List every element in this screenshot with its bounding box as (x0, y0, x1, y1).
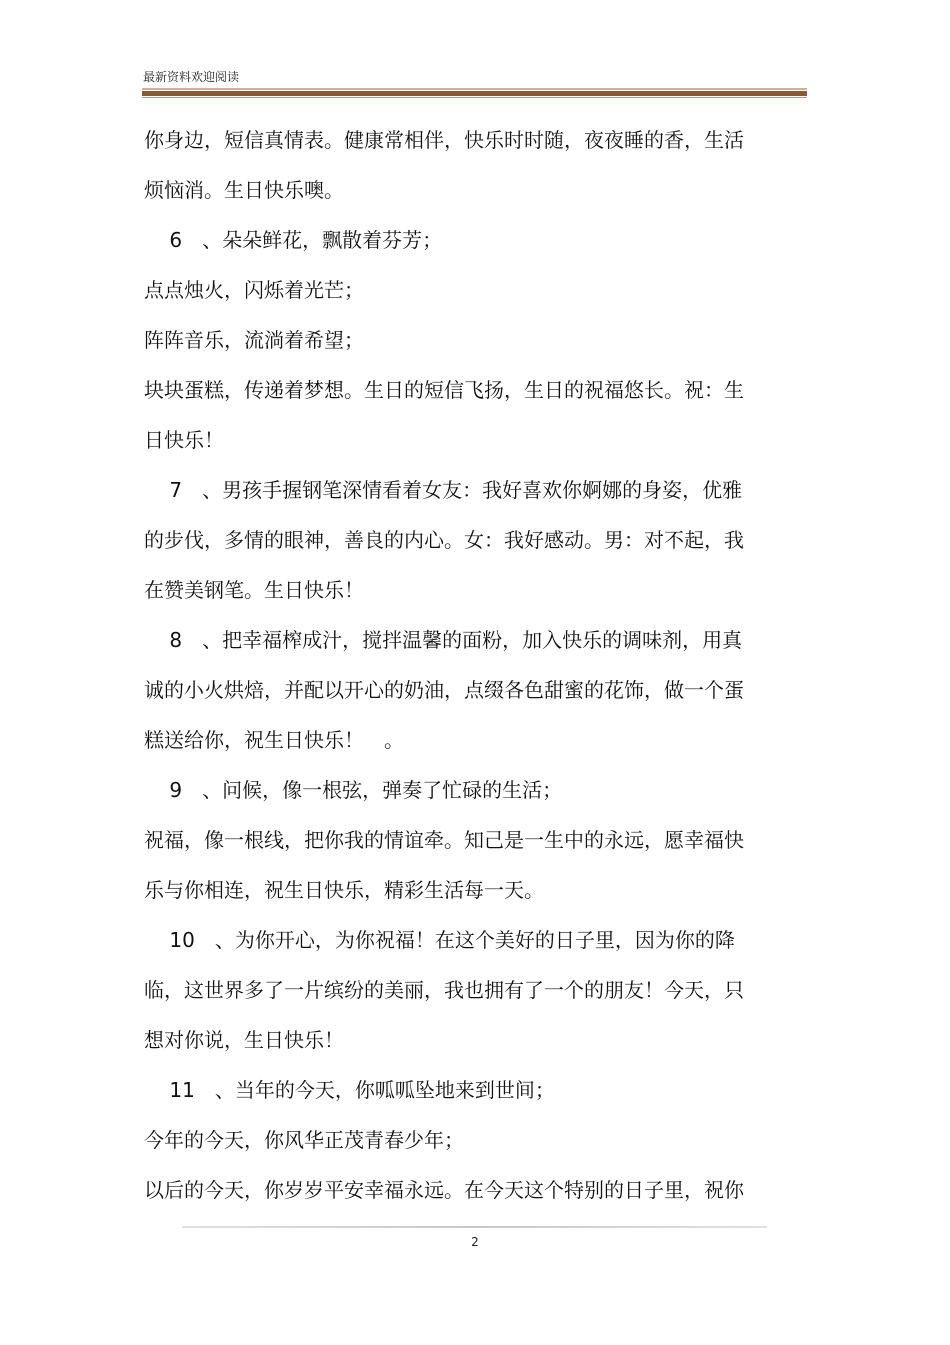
header-rule-top (142, 88, 807, 90)
text-line: 阵阵音乐，流淌着希望； (144, 328, 364, 352)
text-line: 6 、朵朵鲜花，飘散着芬芳； (144, 228, 443, 252)
text-line: 糕送给你，祝生日快乐！ 。 (144, 728, 404, 752)
text-line: 在赞美钢笔。生日快乐！ (144, 578, 364, 602)
text-line: 日快乐！ (144, 428, 224, 452)
text-line: 7 、男孩手握钢笔深情看着女友：我好喜欢你婀娜的身姿，优雅 (144, 478, 743, 502)
text-line: 想对你说，生日快乐！ (144, 1028, 344, 1052)
header-title: 最新资料欢迎阅读 (143, 70, 240, 84)
text-line: 临，这世界多了一片缤纷的美丽，我也拥有了一个的朋友！今天，只 (144, 978, 744, 1002)
text-line: 10 、为你开心，为你祝福！在这个美好的日子里，因为你的降 (144, 928, 735, 952)
text-line: 的步伐，多情的眼神，善良的内心。女：我好感动。男：对不起，我 (144, 528, 744, 552)
text-line: 11 、当年的今天，你呱呱坠地来到世间； (144, 1078, 555, 1102)
text-line: 祝福，像一根线，把你我的情谊牵。知己是一生中的永远，愿幸福快 (144, 828, 744, 852)
text-line: 8 、把幸福榨成汁，搅拌温馨的面粉，加入快乐的调味剂，用真 (144, 628, 743, 652)
text-line: 诚的小火烘焙，并配以开心的奶油，点缀各色甜蜜的花饰，做一个蛋 (144, 678, 744, 702)
text-line: 今年的今天，你风华正茂青春少年； (144, 1128, 464, 1152)
text-line: 你身边，短信真情表。健康常相伴，快乐时时随，夜夜睡的香，生活 (144, 128, 744, 152)
text-line: 以后的今天，你岁岁平安幸福永远。在今天这个特别的日子里，祝你 (144, 1178, 744, 1202)
text-line: 块块蛋糕，传递着梦想。生日的短信飞扬，生日的祝福悠长。祝：生 (144, 378, 744, 402)
header-rule-thick (142, 91, 807, 96)
text-line: 9 、问候，像一根弦，弹奏了忙碌的生活； (144, 778, 563, 802)
footer-rule (182, 1226, 767, 1228)
text-line: 乐与你相连，祝生日快乐，精彩生活每一天。 (144, 878, 544, 902)
text-line: 烦恼消。生日快乐噢。 (144, 178, 344, 202)
text-line: 点点烛火，闪烁着光芒； (144, 278, 364, 302)
page-number: 2 (471, 1235, 479, 1249)
header-rule-bottom (142, 97, 807, 98)
